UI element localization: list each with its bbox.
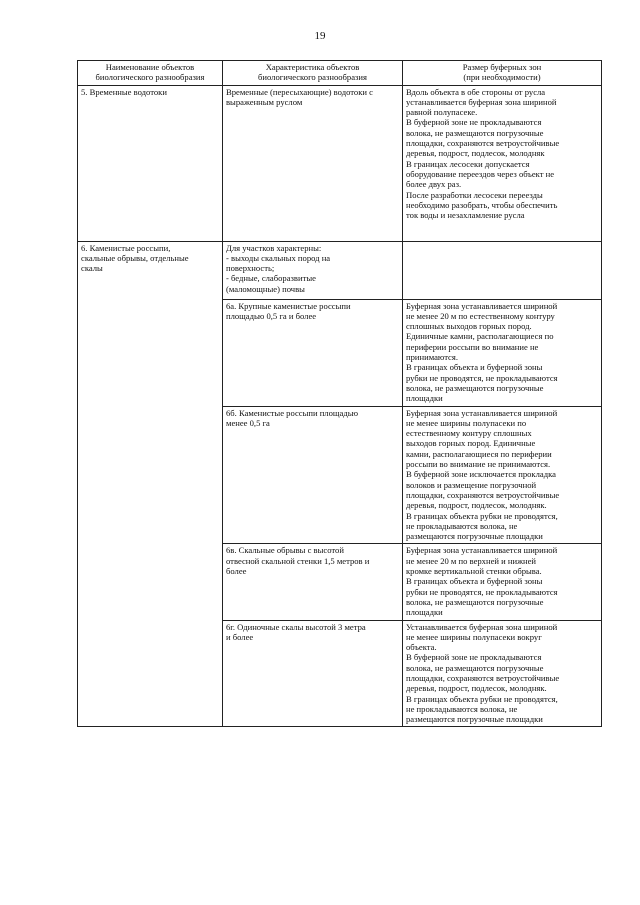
cell-text-line: размещаются погрузочные площадки — [406, 714, 543, 725]
cell-text-line: 6б. Каменистые россыпи площадью — [226, 407, 359, 418]
cell-text-line: не менее ширины полупасеки вокруг — [406, 631, 542, 642]
cell-text-line: скалы — [81, 263, 103, 274]
table-header-row — [78, 61, 602, 86]
cell-text-line: площадки, сохраняются ветроустойчивые — [406, 672, 560, 683]
cell-text-line: волока, не размещаются погрузочные — [406, 662, 544, 673]
cell-text-line: Буферная зона устанавливается шириной — [406, 300, 558, 311]
cell-text-line: (при необходимости) — [463, 72, 541, 83]
cell-text-line: Вдоль объекта в обе стороны от русла — [406, 86, 546, 97]
cell-text-line: биологического разнообразия — [258, 72, 367, 83]
cell-text-line: 6в. Скальные обрывы с высотой — [226, 545, 344, 556]
cell-text-line: В границах объекта рубки не проводятся, — [406, 510, 558, 521]
cell-text-line: волока, не размещаются погрузочные — [406, 127, 544, 138]
cell-text-line: Буферная зона устанавливается шириной — [406, 545, 558, 556]
cell-text-line: - выходы скальных пород на — [226, 252, 331, 263]
cell-text-line: Наименование объектов — [105, 62, 195, 72]
cell-text-line: (маломощные) почвы — [226, 283, 305, 294]
cell-row6-characteristic — [223, 241, 403, 299]
cell-text-line: принимаются. — [406, 352, 458, 363]
cell-row5-buffer — [403, 85, 602, 241]
cell-text-line: площадки — [406, 393, 443, 404]
cell-text-line: оборудование переездов через объект не — [406, 168, 555, 179]
cell-text-line: поверхность; — [226, 263, 275, 274]
cell-text-line: В границах лесосеки допускается — [406, 158, 530, 169]
cell-text-line: волока, не размещаются погрузочные — [406, 382, 544, 393]
cell-text-line: В буферной зоне не прокладываются — [406, 117, 542, 128]
page-number: 19 — [314, 30, 326, 42]
cell-row6v-characteristic — [223, 544, 403, 620]
cell-row6v-buffer — [403, 544, 602, 620]
cell-row6-name — [78, 241, 223, 727]
cell-text-line: волока, не размещаются погрузочные — [406, 596, 544, 607]
cell-row6a-buffer — [403, 299, 602, 406]
cell-text-line: не менее ширины полупасеки по — [406, 417, 527, 428]
cell-text-line: деревья, подрост, подлесок, молодняк. — [406, 683, 547, 694]
cell-text-line: площадки, сохраняются ветроустойчивые — [406, 138, 560, 149]
cell-row5-characteristic — [223, 85, 403, 241]
cell-text-line: рубки не проводятся, не прокладываются — [406, 586, 558, 597]
cell-text-line: Временные (пересыхающие) водотоки с — [226, 86, 373, 97]
cell-text-line: не прокладываются волока, не — [406, 703, 518, 714]
cell-text-line: россыпи во внимание не принимаются. — [406, 459, 551, 470]
cell-text-line: устанавливается буферная зона шириной — [406, 96, 557, 107]
cell-text-line: менее 0,5 га — [226, 417, 270, 428]
cell-row6b-buffer — [403, 406, 602, 544]
cell-row5-name — [78, 85, 223, 241]
cell-text-line: деревья, подрост, подлесок, молодняк — [406, 148, 545, 159]
cell-text-line: площадки — [406, 607, 443, 618]
cell-text-line: Единичные камни, располагающиеся по — [406, 331, 554, 342]
cell-text-line: размещаются погрузочные площадки — [406, 531, 543, 542]
cell-text-line: В границах объекта и буферной зоны — [406, 576, 543, 587]
cell-text-line: скальные обрывы, отдельные — [81, 252, 189, 263]
cell-row6-buffer — [403, 241, 602, 299]
cell-text-line: В границах объекта и буферной зоны — [406, 362, 543, 373]
table-row — [78, 85, 602, 241]
cell-text-line: более — [226, 566, 247, 577]
cell-text-line: не менее 20 м по верхней и нижней — [406, 555, 537, 566]
cell-text-line: Характеристика объектов — [265, 62, 360, 72]
cell-text-line: 6. Каменистые россыпи, — [81, 242, 171, 253]
cell-text-line: В границах объекта рубки не проводятся, — [406, 693, 558, 704]
cell-row6g-characteristic — [223, 620, 403, 727]
cell-text-line: 5. Временные водотоки — [81, 86, 167, 97]
cell-text-line: выходов горных пород. Единичные — [406, 438, 536, 449]
cell-row6g-buffer — [403, 620, 602, 727]
cell-text-line: Для участков характерны: — [226, 242, 322, 253]
cell-text-line: Размер буферных зон — [462, 62, 542, 72]
cell-text-line: В буферной зоне не прокладываются — [406, 652, 542, 663]
header-buffer-size — [403, 61, 602, 86]
cell-row6a-characteristic — [223, 299, 403, 406]
cell-text-line: 6г. Одиночные скалы высотой 3 метра — [226, 621, 366, 632]
cell-text-line: деревья, подрост, подлесок, молодняк. — [406, 500, 547, 511]
biodiversity-table — [77, 60, 602, 727]
cell-text-line: камни, располагающиеся по периферии — [406, 448, 552, 459]
cell-text-line: 6а. Крупные каменистые россыпи — [226, 300, 351, 311]
cell-text-line: В буферной зоне исключается прокладка — [406, 469, 556, 480]
cell-text-line: не менее 20 м по естественному контуру — [406, 310, 555, 321]
cell-text-line: более двух раз. — [406, 179, 462, 190]
cell-text-line: и более — [226, 631, 254, 642]
cell-text-line: площадки, сохраняются ветроустойчивые — [406, 489, 560, 500]
header-object-name — [78, 61, 223, 86]
cell-text-line: После разработки лесосеки переезды — [406, 189, 543, 200]
cell-text-line: сплошных выходов горных пород. — [406, 321, 532, 332]
cell-text-line: волоков и размещение погрузочной — [406, 479, 537, 490]
cell-text-line: рубки не проводятся, не прокладываются — [406, 372, 558, 383]
cell-text-line: выраженным руслом — [226, 96, 303, 107]
cell-text-line: отвесной скальной стенки 1,5 метров и — [226, 555, 370, 566]
cell-text-line: равной полупасеке. — [406, 107, 478, 118]
cell-text-line: объекта. — [406, 642, 437, 653]
cell-row6b-characteristic — [223, 406, 403, 544]
cell-text-line: ток воды и незахламление русла — [406, 210, 525, 221]
cell-text-line: Устанавливается буферная зона шириной — [406, 621, 558, 632]
cell-text-line: биологического разнообразия — [95, 72, 205, 83]
cell-text-line: периферии россыпи во внимание не — [406, 341, 539, 352]
cell-text-line: Буферная зона устанавливается шириной — [406, 407, 558, 418]
cell-text-line: - бедные, слаборазвитые — [226, 273, 316, 284]
cell-text-line: не прокладываются волока, не — [406, 520, 518, 531]
cell-text-line: необходимо разобрать, чтобы обеспечить — [406, 199, 558, 210]
header-object-characteristic — [223, 61, 403, 86]
cell-text-line: естественному контуру сплошных — [406, 428, 532, 439]
cell-text-line: площадью 0,5 га и более — [226, 310, 317, 321]
cell-text-line: кромке вертикальной стенки обрыва. — [406, 566, 542, 577]
table-row — [78, 241, 602, 299]
